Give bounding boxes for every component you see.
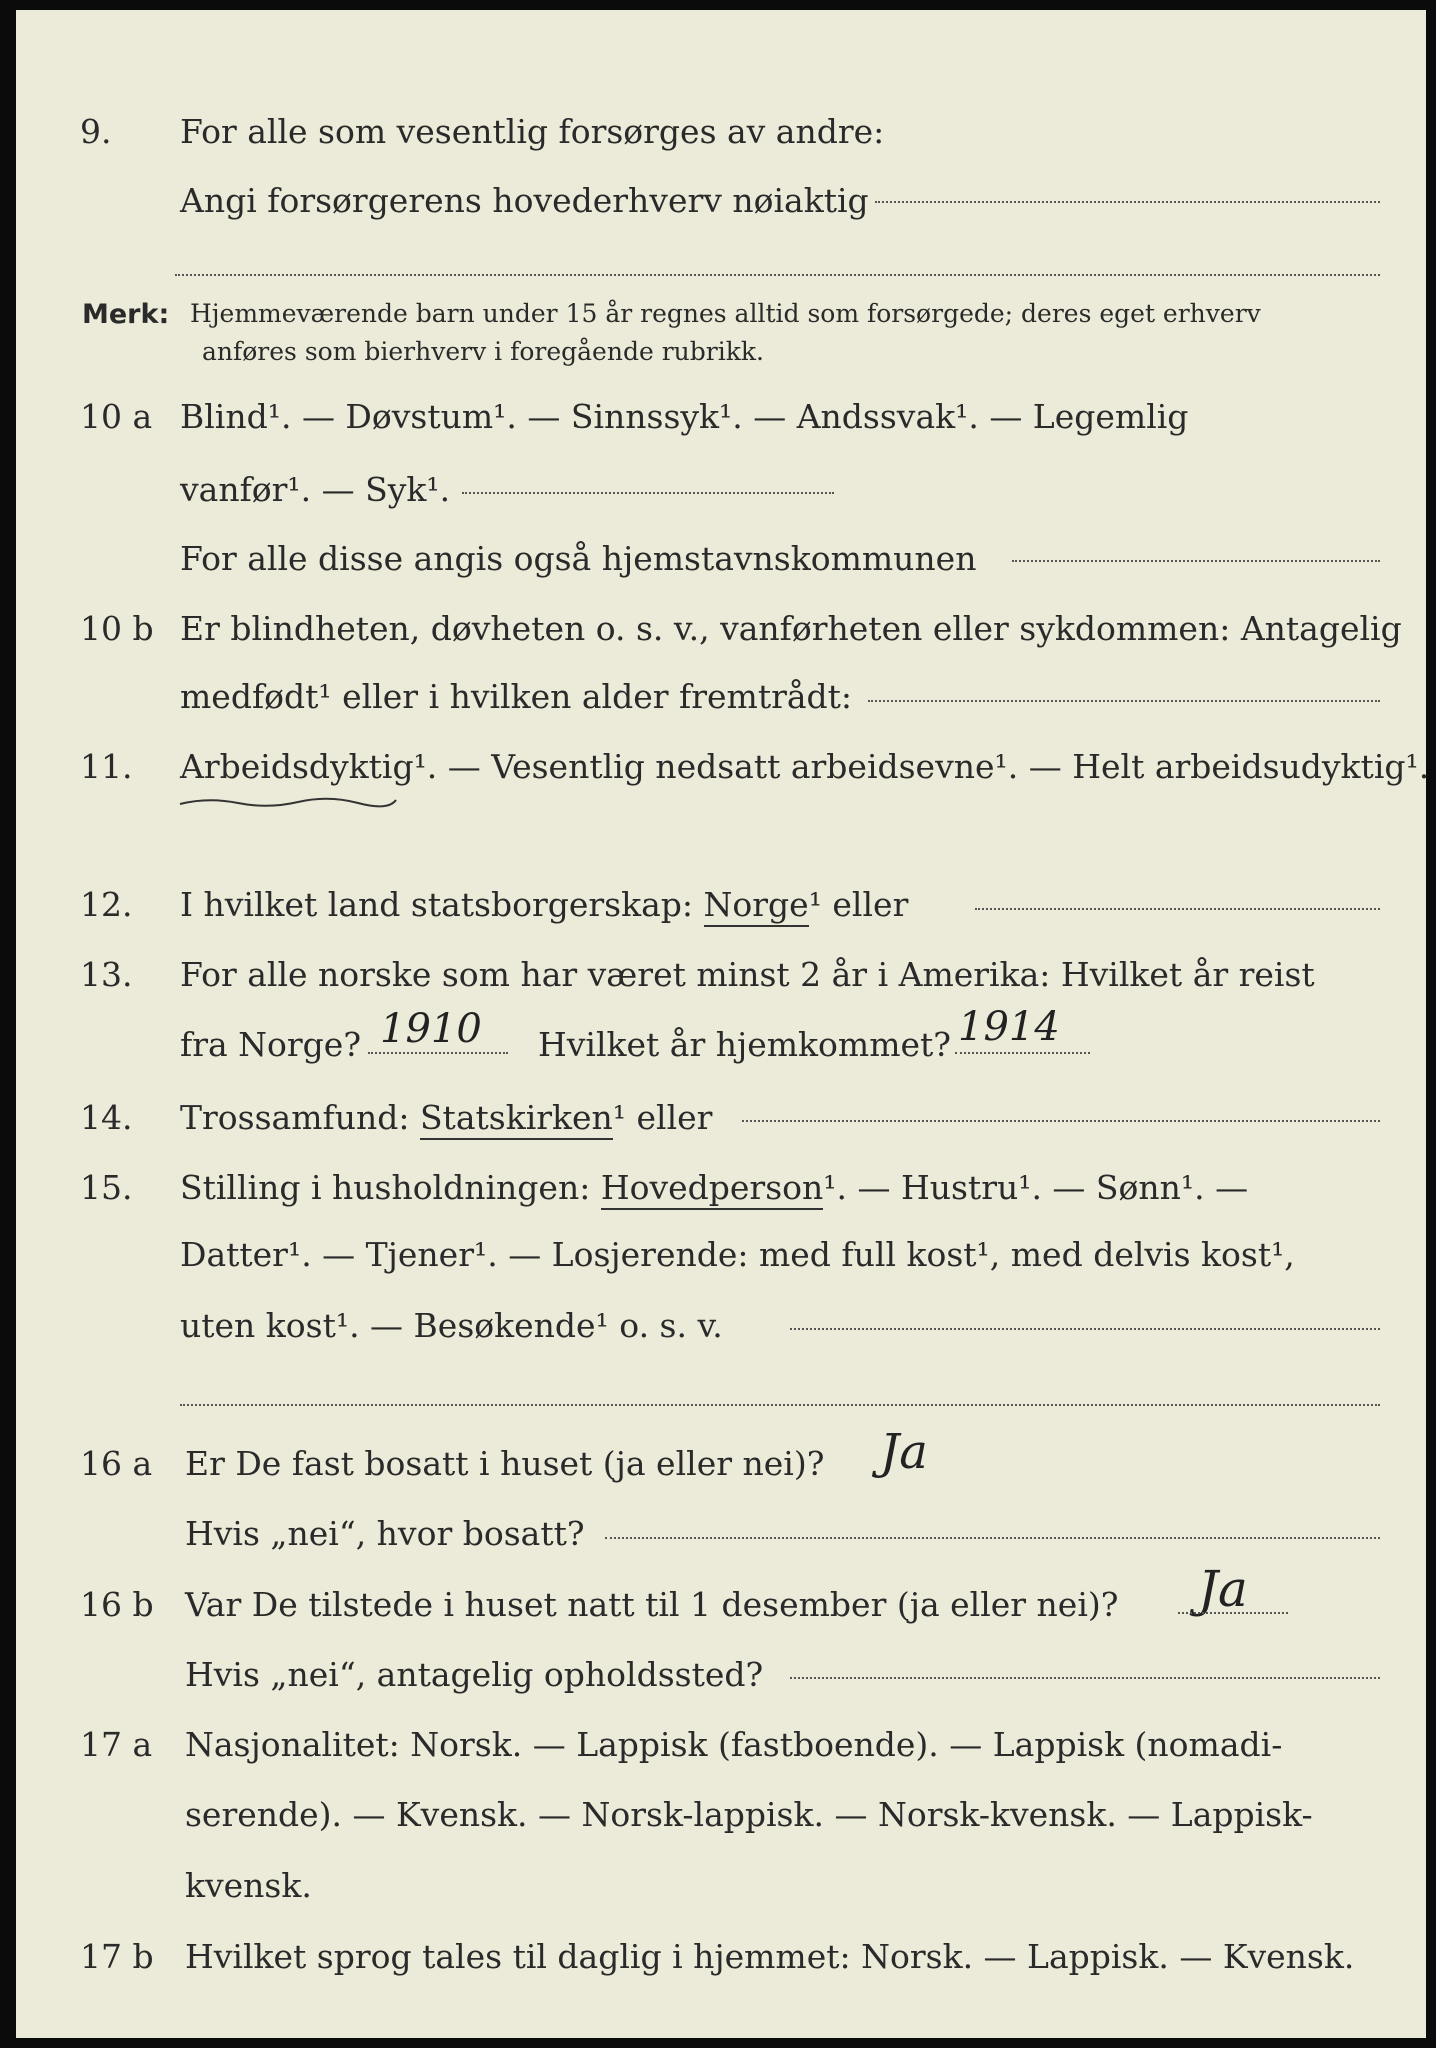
q13-handwritten-1910: 1910 — [380, 1006, 482, 1052]
q12-answer-line[interactable] — [975, 908, 1380, 910]
q14-answer-line[interactable] — [742, 1120, 1380, 1122]
q14-option-statskirken[interactable]: Statskirken — [420, 1098, 613, 1140]
q17a-text-1: Nasjonalitet: Norsk. — Lappisk (fastboende). — Lappisk (nomadi- — [185, 1725, 1283, 1764]
q15-option-hovedperson[interactable]: Hovedperson — [601, 1168, 823, 1210]
q9-text-2: Angi forsørgerens hovederhverv nøiaktig — [180, 181, 869, 220]
q11-text — [180, 747, 1429, 786]
q9-answer-line[interactable] — [875, 201, 1380, 203]
q17b-text-1: Hvilket sprog tales til daglig i hjemmet: Norsk. — Lappisk. — Kvensk. — [185, 1937, 1355, 1976]
q10a-text-2: vanfør¹. — Syk¹. — [180, 470, 451, 509]
q11-underline-mark — [178, 795, 398, 809]
q16b-text-1: Var De tilstede i huset natt til 1 desember (ja eller nei)? — [185, 1585, 1119, 1624]
q15-post: ¹. — Hustru¹. — Sønn¹. — — [823, 1168, 1249, 1207]
q10b-answer-line[interactable] — [868, 700, 1380, 702]
q14-pre: Trossamfund: — [180, 1098, 410, 1137]
q16a-handwritten-answer: Ja — [880, 1424, 928, 1480]
q13-text-2a: fra Norge? — [180, 1025, 362, 1064]
q10b-text-1: Er blindheten, døvheten o. s. v., vanførheten eller sykdommen: Antagelig — [180, 609, 1402, 648]
q14-number: 14. — [80, 1098, 133, 1137]
q15-answer-line-2[interactable] — [180, 1404, 1380, 1406]
q10a-number: 10 a — [80, 397, 153, 436]
q13-answer-line-2[interactable] — [955, 1052, 1090, 1054]
q15-text-2: Datter¹. — Tjener¹. — Losjerende: med full kost¹, med delvis kost¹, — [180, 1235, 1295, 1274]
q15-answer-line[interactable] — [790, 1328, 1380, 1330]
merk-label: Merk: — [82, 299, 170, 330]
q16a-number: 16 a — [80, 1444, 153, 1483]
q12-option-norge[interactable]: Norge — [704, 885, 809, 927]
q12-pre: I hvilket land statsborgerskap: — [180, 885, 694, 924]
q13-text-1: For alle norske som har været minst 2 år i Amerika: Hvilket år reist — [180, 955, 1315, 994]
q10a-text-3: For alle disse angis også hjemstavnskommunen — [180, 539, 977, 578]
q16b-text-2: Hvis „nei“, antagelig opholdssted? — [185, 1655, 764, 1694]
q16b-location-line[interactable] — [790, 1677, 1380, 1679]
q15-text-3: uten kost¹. — Besøkende¹ o. s. v. — [180, 1306, 723, 1345]
q16a-text-2: Hvis „nei“, hvor bosatt? — [185, 1514, 585, 1553]
q9-number: 9. — [80, 112, 112, 151]
q10a-hometown-line[interactable] — [1012, 560, 1380, 562]
q12-post: ¹ eller — [808, 885, 909, 924]
q12-text — [180, 885, 908, 924]
q14-post: ¹ eller — [612, 1098, 713, 1137]
q10b-number: 10 b — [80, 609, 154, 648]
q16a-answer-line[interactable] — [605, 1537, 1380, 1539]
q17a-text-3: kvensk. — [185, 1866, 312, 1905]
q15-pre: Stilling i husholdningen: — [180, 1168, 591, 1207]
q11-option-able[interactable]: Arbeidsdyktig — [180, 747, 414, 786]
q13-handwritten-1914: 1914 — [958, 1004, 1060, 1050]
q9-answer-line-2[interactable] — [175, 274, 1380, 276]
q10a-text-1: Blind¹. — Døvstum¹. — Sinnssyk¹. — Andssvak¹. — Legemlig — [180, 397, 1189, 436]
q16b-handwritten-answer: Ja — [1198, 1560, 1248, 1618]
q10a-answer-line[interactable] — [462, 492, 834, 494]
q9-text-1: For alle som vesentlig forsørges av andre: — [180, 112, 885, 151]
q12-number: 12. — [80, 885, 133, 924]
q13-text-2b: Hvilket år hjemkommet? — [538, 1025, 951, 1064]
q13-number: 13. — [80, 955, 133, 994]
merk-text-1: Hjemmeværende barn under 15 år regnes alltid som forsørgede; deres eget erhverv — [190, 299, 1261, 328]
q17a-number: 17 a — [80, 1725, 153, 1764]
q17a-text-2: serende). — Kvensk. — Norsk-lappisk. — Norsk-kvensk. — Lappisk- — [185, 1795, 1313, 1834]
q10b-text-2: medfødt¹ eller i hvilken alder fremtrådt: — [180, 677, 853, 716]
merk-text-2: anføres som bierhverv i foregående rubrikk. — [202, 337, 764, 366]
q15-number: 15. — [80, 1168, 133, 1207]
q13-answer-line-1[interactable] — [368, 1052, 508, 1054]
q14-text — [180, 1098, 712, 1137]
q11-number: 11. — [80, 747, 133, 786]
q11-rest: ¹. — Vesentlig nedsatt arbeidsevne¹. — Helt arbeidsudyktig¹. — [413, 747, 1430, 786]
q16a-text-1: Er De fast bosatt i huset (ja eller nei)? — [185, 1444, 825, 1483]
q16b-answer-line[interactable] — [1178, 1612, 1288, 1614]
q15-text-1 — [180, 1168, 1248, 1207]
q17b-number: 17 b — [80, 1937, 154, 1976]
q16b-number: 16 b — [80, 1585, 154, 1624]
